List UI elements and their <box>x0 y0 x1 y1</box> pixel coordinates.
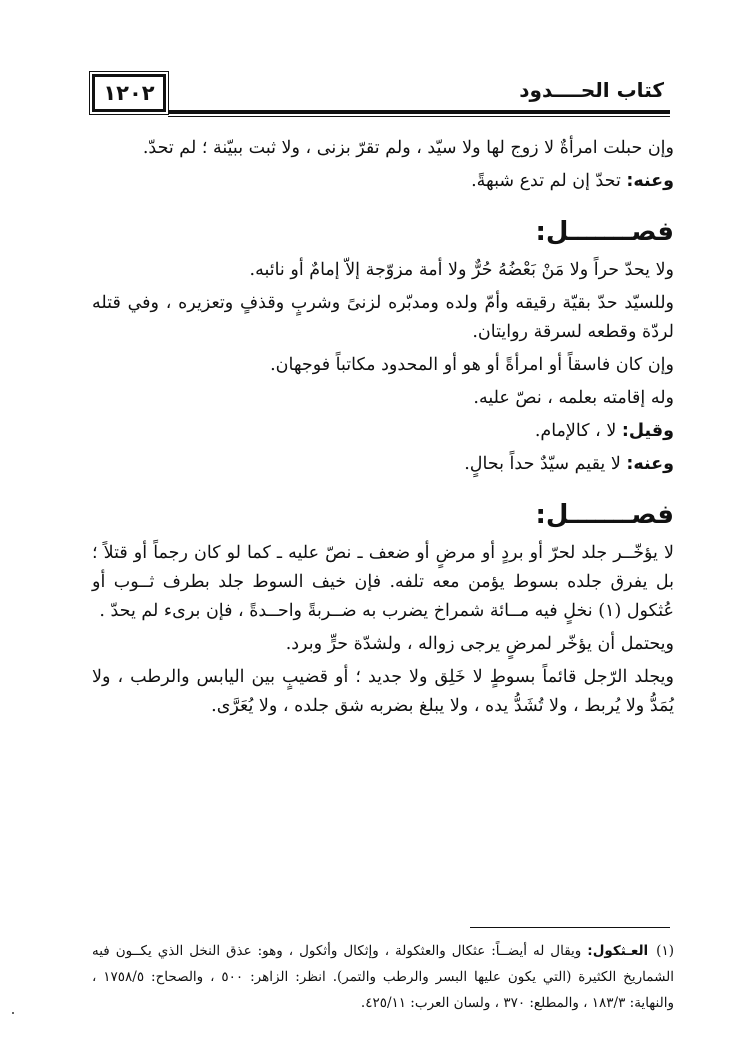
paragraph: لا يؤخّــر جلد لحرّ أو بردٍ أو مرضٍ أو ضعف ـ نصّ عليه ـ كما لو كان رجماً أو قتلاً ؛ بل يفرق جلده بسوط يؤمن معه تلفه. فإن خيف السوط جلد بطرف ثــوب أو عُثكول (١) نخلٍ فيه مــائة شمراخ يضرب به ضــربةً واحــدةً ، فإن برىء لم يحدّ . <box>92 543 674 621</box>
paragraph-lead: وعنه: <box>626 454 674 474</box>
paragraph: وللسيّد حدّ بقيّة رقيقه وأمّ ولده ومدبّره لزنىً وشربٍ وقذفٍ وتعزيره ، وفي قتله لردّة وقطعه لسرقة روايتان. <box>92 293 674 342</box>
footnote-separator <box>470 927 670 928</box>
section-heading: فصـــــــل: <box>535 217 674 247</box>
footnote-lead: العـثكول: <box>587 943 649 959</box>
footnote-text: ويقال له أيضــاً: عثكال والعثكولة ، وإثكال وأثكول ، وهو: عذق النخل الذي يكــون فيه الشماريخ الكثيرة (التي يكون عليها البسر والرطب والتمر). انظر: الزاهر: ٥٠٠ ، والصحاح: ١٧٥٨/٥ ، والنهاية: ١٨٣/٣ ، والمطلع: ٣٧٠ ، ولسان العرب: ٤٢٥/١١. <box>92 943 674 1011</box>
page-number: ١٢٠٢ <box>92 74 166 112</box>
paragraph <box>92 417 674 446</box>
section-heading: فصـــــــل: <box>535 500 674 530</box>
footnote-marker: (١) <box>656 943 674 959</box>
scan-speck <box>12 1012 14 1014</box>
paragraph: وله إقامته بعلمه ، نصّ عليه. <box>473 388 674 408</box>
paragraph: ويحتمل أن يؤخّر لمرضٍ يرجى زواله ، ولشدّة حرٍّ وبرد. <box>285 634 674 654</box>
paragraph: ويجلد الرّجل قائماً بسوطٍ لا خَلِق ولا جديد ؛ أو قضيبٍ بين اليابس والرطب ، ولا يُمَدُّ ولا يُربط ، ولا تُشَدُّ يده ، ولا يبلغ بضربه شق جلده ، ولا يُعَرَّى. <box>92 667 674 716</box>
footnotes <box>92 938 674 1020</box>
paragraph-lead: وقيل: <box>621 421 674 441</box>
page-header <box>88 72 670 118</box>
main-text <box>92 134 674 725</box>
paragraph: ولا يحدّ حراً ولا مَنْ بَعْضُهُ حُرٌّ ولا أمة مزوّجة إلاّ إمامٌ أو نائبه. <box>249 260 674 280</box>
paragraph: وإن كان فاسقاً أو امرأةً أو هو أو المحدود مكاتباً فوجهان. <box>270 355 674 375</box>
paragraph-text: لا يقيم سيّدٌ حداً بحالٍ. <box>464 454 627 474</box>
paragraph-text: لا ، كالإمام. <box>534 421 622 441</box>
paragraph-text: تحدّ إن لم تدع شبهةً. <box>471 171 627 191</box>
footnote <box>92 938 674 1016</box>
paragraph <box>92 450 674 479</box>
paragraph: وإن حبلت امرأةٌ لا زوج لها ولا سيّد ، ولم تقرّ بزنى ، ولا ثبت ببيّنة ؛ لم تحدّ. <box>142 138 674 158</box>
running-title: كتاب الحــــدود <box>513 78 670 102</box>
paragraph <box>92 167 674 196</box>
paragraph-lead: وعنه: <box>626 171 674 191</box>
header-rule <box>168 110 670 117</box>
